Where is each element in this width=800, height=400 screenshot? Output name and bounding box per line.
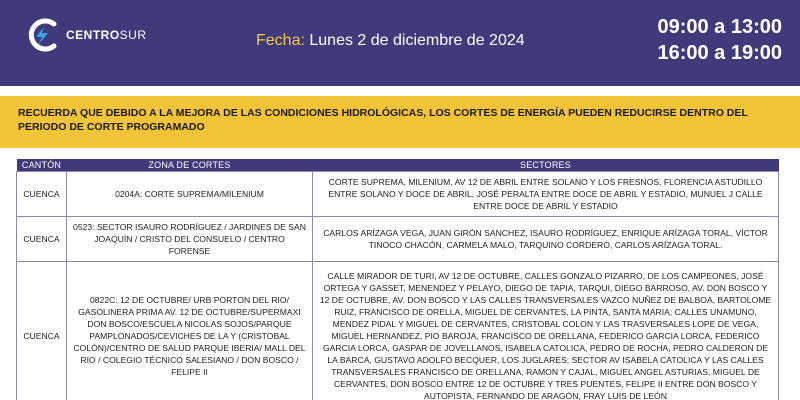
table-header-row <box>17 159 779 171</box>
cell-zona: 0204A: CORTE SUPREMA/MILENIUM <box>67 171 313 216</box>
date-line <box>256 32 525 50</box>
notice-banner: RECUERDA QUE DEBIDO A LA MEJORA DE LAS CONDICIONES HIDROLÓGICAS, LOS CORTES DE ENERGÍA PUEDEN REDUCIRSE DENTRO DEL PERIODO DE CORTE PROGRAMADO <box>0 96 800 148</box>
table-row <box>17 261 779 400</box>
header-band <box>0 0 800 86</box>
table-row <box>17 171 779 216</box>
table-row <box>17 216 779 261</box>
cell-canton: CUENCA <box>17 216 67 261</box>
date-value: Lunes 2 de diciembre de 2024 <box>309 32 525 49</box>
centrosur-logo <box>24 18 174 54</box>
cell-sectores: CORTE SUPREMA, MILENIUM, AV 12 DE ABRIL ENTRE SOLANO Y LOS FRESNOS, FLORENCIA ASTUDILLO ENTRE SOLANO Y DOCE DE ABRIL, JOSÉ PERALTA ENTRE DOCE DE ABRIL Y ESTADIO, MUNUEL J CALLE ENTRE DOCE DE ABRIL Y ESTADIO <box>313 171 779 216</box>
cell-zona: 0523: SECTOR ISAURO RODRÍGUEZ / JARDINES DE SAN JOAQUÍN / CRISTO DEL CONSUELO / CENTRO FORENSE <box>67 216 313 261</box>
hours-slot-1: 09:00 a 13:00 <box>657 16 782 38</box>
cell-canton: CUENCA <box>17 171 67 216</box>
cell-zona: 0822C: 12 DE OCTUBRE/ URB PORTON DEL RIO/ GASOLINERA PRIMA AV. 12 DE OCTUBRE/SUPERMAXI DON BOSCO/ESCUELA NICOLAS SOJOS/PARQUE PAMPLONADOS/CEVICHES DE LA Y (CRISTOBAL COLÓN)/CENTRO DE SALUD PARQUE IBERIA/ MALL DEL RIO / COLEGIO TÉCNICO SALESIANO / DON BOSCO / FELIPE II <box>67 261 313 400</box>
hours-slot-2: 16:00 a 19:00 <box>657 42 782 64</box>
outage-hours <box>657 14 782 66</box>
cell-sectores: CALLE MIRADOR DE TURI, AV 12 DE OCTUBRE, CALLES GONZALO PIZARRO, DE LOS CAMPEONES, JOSÉ ORTEGA Y GASSET, MENENDEZ Y PELAYO, DIEGO DE TAPIA, TARQUI, DIEGO BARROSO, AV. DON BOSCO Y 12 DE OCTUBRE, AV. DON BOSCO Y LAS CALLES TRANSVERSALES VAZCO NUÑEZ DE BALBOA, BARTOLOME RUIZ, FRANCISCO DE ORELLA, MIGUEL DE CERVANTES, LA PINTA, SANTA MARIA; CALLES UNAMUNO, MENDEZ PIDAL Y MIGUEL DE CERVANTES, CRISTOBAL COLON Y LAS TRASVERSALES LOPE DE VEGA, MIGUEL HERNANDEZ, PIO BAROJA, FRANCISCO DE ORELLANA, FEDERICO GARCIA LORCA, FEDERICO GARCIA LORCA, GASPAR DE JOVELLANOS, ISABELA CATOLICA, PEDRO DE ROCHA, PEDRO CALDERON DE LA BARCA, GUSTAVO ADOLFO BECQUER, LOS JUGLARES; SECTOR AV ISABELA CATOLICA Y LAS CALLES TRANSVERSALES FRANCISCO DE ORELLANA, RAMON Y CAJAL, MIGUEL ANGEL ASTURIAS, MIGUEL DE CERVANTES, DON BOSCO ENTRE 12 DE OCTUBRE Y TRES PUENTES, FELIPE II ENTRE DON BOSCO Y AUTOPISTA, FERNANDO DE ARAGÓN, FRAY LUIS DE LEÓN <box>313 261 779 400</box>
cell-sectores: CARLOS ARÍZAGA VEGA, JUAN GIRÓN SANCHEZ, ISAURO RODRÍGUEZ, ENRIQUE ARÍZAGA TORAL, VÍCTOR TINOCO CHACÓN, CARMELA MALO, TARQUINO CORDERO, CARLOS ARÍZAGA TORAL. <box>313 216 779 261</box>
centrosur-c-bolt-icon <box>24 18 62 52</box>
column-header-zona: ZONA DE CORTES <box>67 159 313 171</box>
cell-canton: CUENCA <box>17 261 67 400</box>
column-header-sectores: SECTORES <box>313 159 779 171</box>
column-header-canton: CANTÓN <box>17 159 67 171</box>
date-label: Fecha: <box>256 32 305 49</box>
brand-name: CENTROSUR <box>66 28 147 42</box>
outage-table <box>16 159 778 400</box>
